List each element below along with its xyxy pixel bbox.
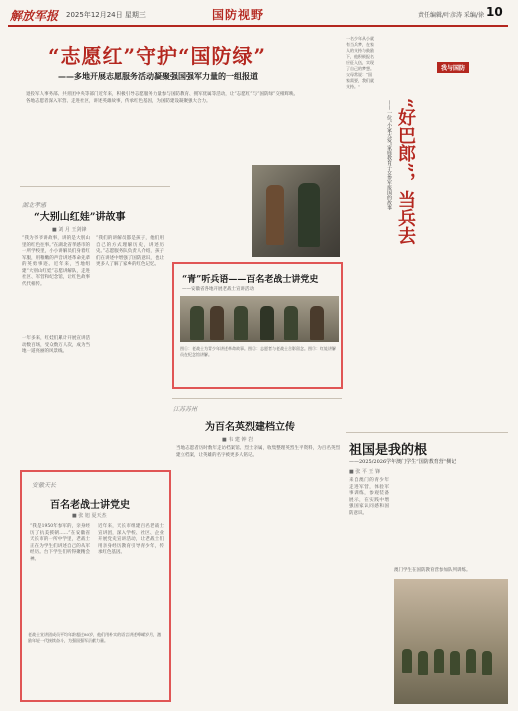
anhui-byline: ■ 张 旭 夏天杰 [72,513,107,519]
hubei-body-2: “我们的讲解员都是孩子，他们用自己的方式理解历史，讲述历史。”志愿服务队负责人介绍，孩子们在讲述中增强了国防意识，也让更多人了解了家乡的红色记忆。 [96,236,164,267]
hubei-title: “大别山红娃”讲故事 [34,212,126,223]
hubei-tag: 湖北孝感 [22,202,47,209]
anhui-note: 老战士宣讲团成员平均年龄超过80岁，他们用朴实的语言讲述峥嵘岁月，激励年轻一代接续奋斗，为强国强军贡献力量。 [28,632,162,643]
macau-caption: 澳门学生在国防教育营参加队列训练。 [394,568,471,573]
page-subheadline: ——多地开展志愿服务活动凝聚强国强军力量的一组报道 [58,72,258,81]
editor-credits: 责任编辑/叶彦涛 采编/徐 [418,12,484,19]
right-feature-intro: 一名少年从小就有当兵梦，在家人的支持与鼓励下，他积极报名应征入伍，实现了自己的梦想。父母常说：“国家需要，我们就支持。” [346,36,374,89]
anhui-body-2: 近年来，天长市组建百名老战士宣讲团，深入学校、社区、企业开展党史宣讲活动，让老战士们用亲身经历教育引导青少年，传承红色基因。 [98,524,164,555]
issue-date: 2025年12月24日 星期三 [66,11,146,19]
jiangsu-byline: ■ 韦 建 钟 岩 [222,437,254,443]
jiangsu-tag: 江苏苏州 [173,406,198,413]
page-number: 10 [486,5,503,19]
page-headline: “志愿红”守护“国防绿” [48,44,267,68]
divider-macau [346,432,508,433]
macau-title: 祖国是我的根 [349,443,428,458]
box1-photo [180,296,339,342]
section-title: 国防视野 [212,8,265,22]
highlight-box-anhui [20,470,171,702]
hubei-body-1: “我为爷爷讲故事，讲的是大别山里的红色往事。”在湖北省孝感市的一所学校里，小小讲解员们身着红军服，用稚嫩的声音讲述革命先辈的英勇事迹。近年来，当地组建“大别山红娃”志愿讲解队，走进社区、军营和纪念馆，让红色故事代代相传。 [22,236,90,287]
lead-paragraph: 退役军人事务部、共青团中央等部门近年来，积极引导志愿服务力量参与国防教育、拥军优属等活动，让“志愿红”与“国防绿”交相辉映。各地志愿者深入军营、走进社区，讲述英雄故事，传承红色基因，为国防建设凝聚强大合力。 [26,92,298,104]
right-feature-label: 我与国防 [437,62,469,73]
jiangsu-body: 当地志愿者历时数年走访档案馆、烈士亲属，收集整理英烈生平资料，为百名英烈建立档案，让英雄的名字被更多人铭记。 [176,446,340,458]
divider-hubei [20,186,170,187]
box1-caption: 图①：老战士为青少年讲述革命故事。图②：志愿者与老战士合影留念。图③：红娃讲解员在纪念馆讲解。 [180,346,336,357]
macau-body: 来自澳门的青少年走进军营，体验军事训练，参观装备展示，在实践中增强国家认同感和国防意识。 [349,478,389,516]
anhui-tag: 安徽天长 [32,482,57,489]
box1-subtitle: ——安徽省各地开展老战士宣讲活动 [182,287,254,292]
right-feature-subtitle: ——一位“小家大爱”家庭教育子女参军报国的故事 [386,100,392,211]
macau-subtitle: ——2025/2026学年澳门学生“国防教育营”侧记 [349,459,457,465]
right-feature-title: “好巴郎”，当兵去 [395,98,416,245]
anhui-body-1: “我是1950年参军的，亲身经历了抗美援朝……”在安徽省天长市的一所中学里，老战士正在为学生们讲述自己的从军经历。台下学生们听得聚精会神。 [30,524,90,562]
box1-title: “青”听兵语——百名老战士讲党史 [182,275,319,285]
hubei-body-3: 一年多来，红娃们累计开展宣讲活动数百场，受众数万人次，成为当地一道亮丽的风景线。 [22,336,90,354]
macau-photo [394,579,508,704]
hubei-byline: ■ 刘 月 王剑锋 [52,227,87,233]
divider-jiangsu [172,398,342,399]
macau-byline: ■ 张 平 王 锋 [349,469,381,475]
newspaper-logo: 解放军报 [10,9,59,23]
anhui-title: 百名老战士讲党史 [50,500,130,511]
jiangsu-title: 为百名英烈建档立传 [205,422,295,433]
highlight-box-anhui-lecture [172,262,343,389]
feature-photo-1 [252,165,340,257]
jiangsu-story [173,404,197,413]
top-rule [8,25,508,27]
